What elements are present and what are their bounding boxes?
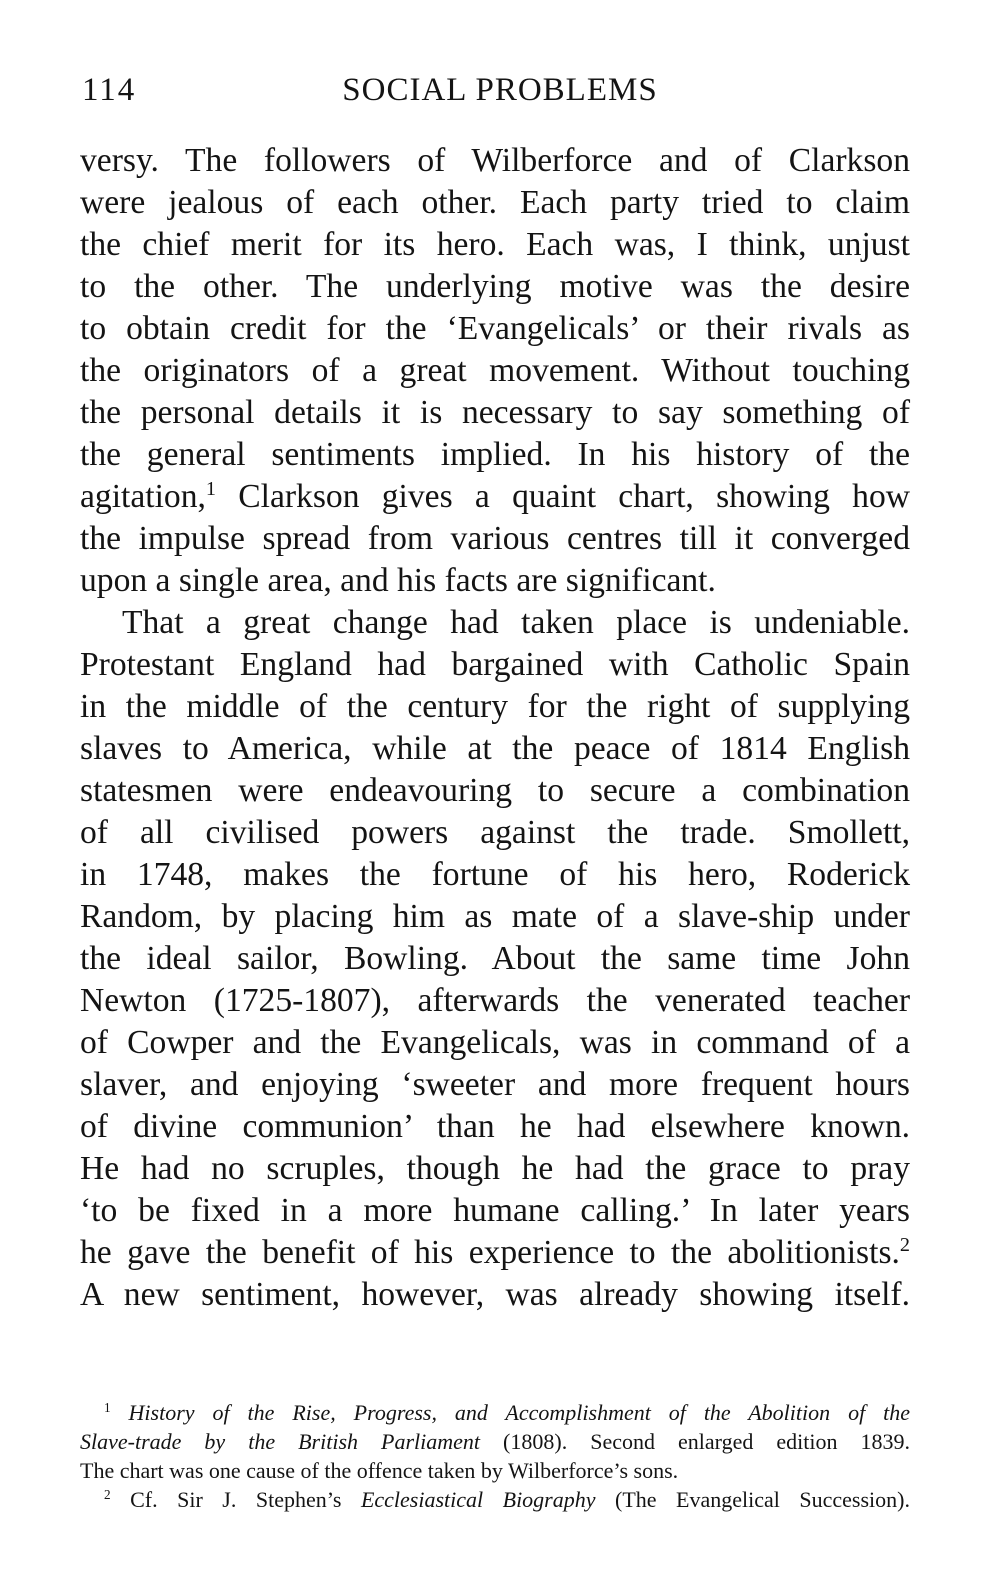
text-line: the originators of a great movement. Without touching bbox=[80, 352, 910, 389]
footnote-book-title: History of the Rise, Progress, and Accomplishment of the Abolition of the bbox=[128, 1400, 910, 1425]
text-line: slaver, and enjoying ‘sweeter and more frequent hours bbox=[80, 1066, 910, 1103]
footnote-reference-1: 1 bbox=[205, 477, 216, 500]
text-line: ‘to be fixed in a more humane calling.’ In later years bbox=[80, 1192, 910, 1229]
footnote-text: (1808). Second enlarged edition 1839. bbox=[480, 1429, 910, 1454]
text-line: to the other. The underlying motive was the desire bbox=[80, 268, 910, 305]
text-line: the general sentiments implied. In his history of the bbox=[80, 436, 910, 473]
text-line: the ideal sailor, Bowling. About the same time John bbox=[80, 940, 910, 977]
text-line: He had no scruples, though he had the grace to pray bbox=[80, 1150, 910, 1187]
text-fragment: he gave the benefit of his experience to the abolitionists. bbox=[80, 1234, 900, 1271]
text-line: the impulse spread from various centres till it converged bbox=[80, 520, 910, 557]
footnote-1-line bbox=[80, 1427, 910, 1456]
footnote-book-title: Ecclesiastical Biography bbox=[360, 1487, 596, 1512]
footnote-text: Cf. Sir J. Stephen’s bbox=[110, 1487, 361, 1512]
text-line: of divine communion’ than he had elsewhere known. bbox=[80, 1108, 910, 1145]
text-line: Protestant England had bargained with Catholic Spain bbox=[80, 646, 910, 683]
body-text bbox=[80, 140, 910, 1316]
running-head: SOCIAL PROBLEMS bbox=[342, 72, 658, 108]
text-fragment: agitation, bbox=[80, 478, 206, 515]
text-line: to obtain credit for the ‘Evangelicals’ or their rivals as bbox=[80, 310, 910, 347]
footnote-book-title: Slave-trade by the British Parliament bbox=[80, 1429, 481, 1454]
footnote-reference-2: 2 bbox=[899, 1233, 910, 1256]
footnote-2-line bbox=[80, 1485, 910, 1514]
text-line: in the middle of the century for the right of supplying bbox=[80, 688, 910, 725]
text-line: upon a single area, and his facts are significant. bbox=[80, 562, 716, 599]
page-header bbox=[80, 72, 920, 116]
text-line: the personal details it is necessary to say something of bbox=[80, 394, 910, 431]
page-number: 114 bbox=[82, 72, 137, 108]
footnote-marker-1: 1 bbox=[104, 1400, 111, 1416]
text-line bbox=[80, 1232, 910, 1274]
text-line: versy. The followers of Wilberforce and of Clarkson bbox=[80, 142, 910, 179]
text-fragment: Clarkson gives a quaint chart, showing how bbox=[238, 478, 910, 515]
footnote-text: (The Evangelical Succession). bbox=[595, 1487, 910, 1512]
text-line: Random, by placing him as mate of a slave-ship under bbox=[80, 898, 910, 935]
text-line: slaves to America, while at the peace of 1814 English bbox=[80, 730, 910, 767]
text-line: in 1748, makes the fortune of his hero, Roderick bbox=[80, 856, 910, 893]
footnote-1-line bbox=[80, 1398, 910, 1427]
text-line: of all civilised powers against the trade. Smollett, bbox=[80, 814, 910, 851]
text-line: statesmen were endeavouring to secure a combination bbox=[80, 772, 910, 809]
text-line: A new sentiment, however, was already showing itself. bbox=[80, 1276, 910, 1313]
footnote-1-line: The chart was one cause of the offence taken by Wilberforce’s sons. bbox=[80, 1458, 679, 1483]
text-line bbox=[80, 476, 910, 518]
footnotes bbox=[80, 1398, 910, 1514]
text-line: of Cowper and the Evangelicals, was in command of a bbox=[80, 1024, 910, 1061]
text-line: Newton (1725-1807), afterwards the venerated teacher bbox=[80, 982, 910, 1019]
text-line: the chief merit for its hero. Each was, I think, unjust bbox=[80, 226, 910, 263]
text-line: were jealous of each other. Each party tried to claim bbox=[80, 184, 910, 221]
text-line: That a great change had taken place is undeniable. bbox=[122, 604, 910, 641]
footnote-marker-2: 2 bbox=[104, 1487, 111, 1503]
